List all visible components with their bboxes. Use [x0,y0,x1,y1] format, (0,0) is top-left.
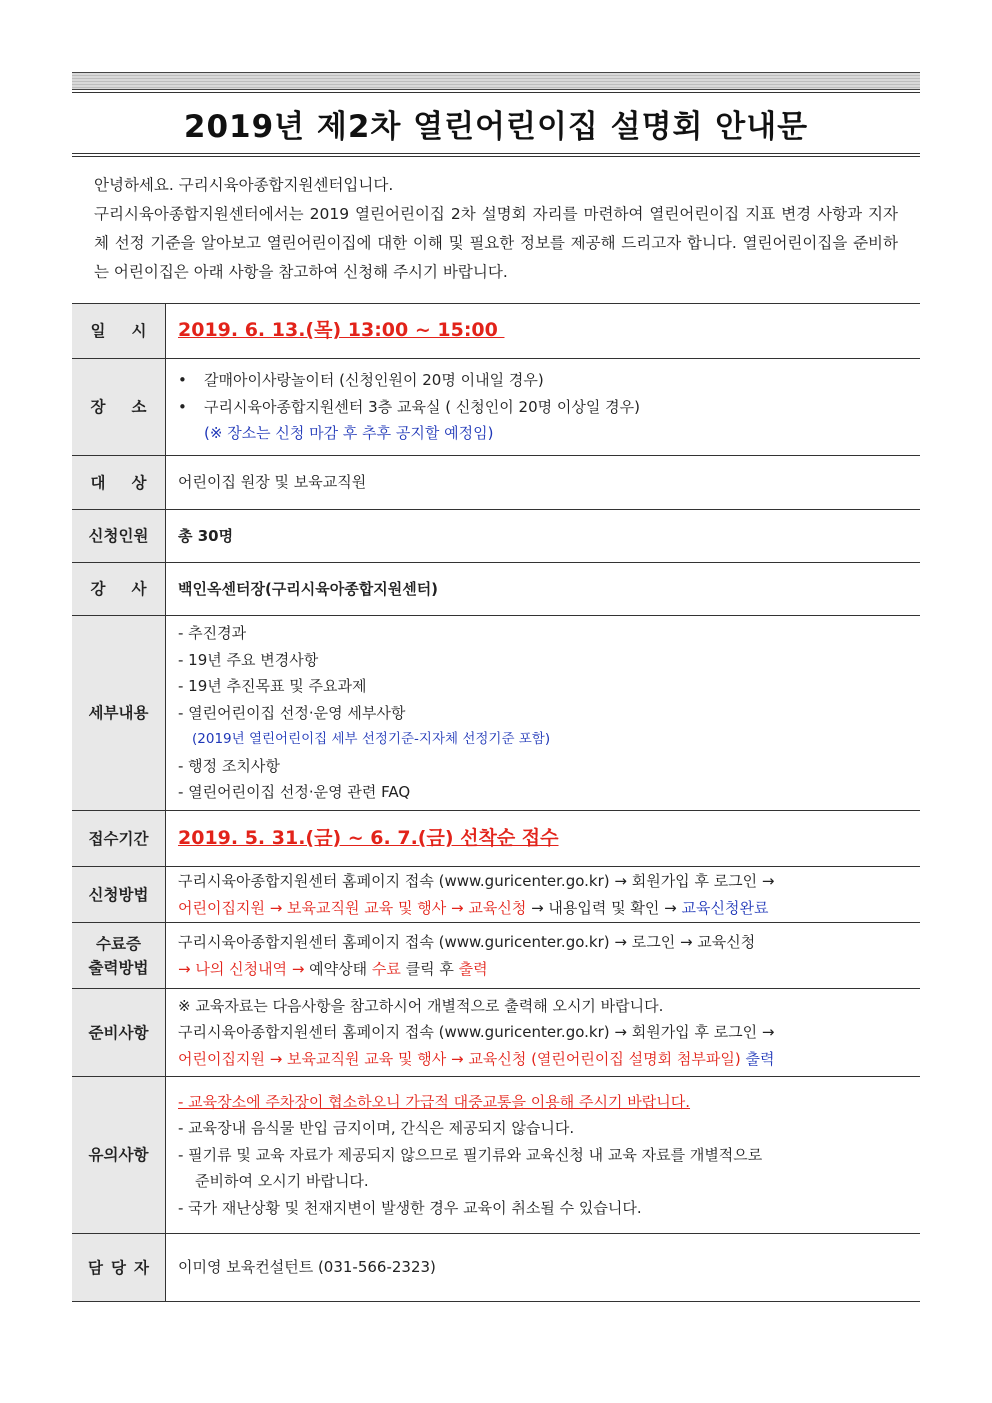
value-prep [166,989,921,1077]
row-capacity [72,510,920,563]
label-capacity: 신청인원 [72,510,166,563]
details-item: - 19년 주요 변경사항 [178,650,319,669]
notes-line-1: - 교육장소에 주차장이 협소하오니 가급적 대중교통을 이용해 주시기 바랍니다. [178,1092,691,1111]
notes-line-2: - 교육장내 음식물 반입 금지이며, 간식은 제공되지 않습니다. [178,1119,575,1138]
row-certificate [72,923,920,989]
value-capacity: 총 30명 [166,510,921,563]
label-contact: 담당자 [72,1234,166,1302]
label-details: 세부내용 [72,616,166,811]
value-period [166,811,921,867]
row-notes [72,1077,920,1234]
label-notes: 유의사항 [72,1077,166,1234]
value-place [166,359,921,456]
value-target: 어린이집 원장 및 보육교직원 [166,456,921,510]
label-place: 장소 [72,359,166,456]
certificate-line-2: → 나의 신청내역 → 예약상태 수료 클릭 후 출력 [178,959,488,978]
label-lecturer: 강사 [72,563,166,616]
value-certificate [166,923,921,989]
value-lecturer: 백인옥센터장(구리시육아종합지원센터) [166,563,921,616]
details-item: - 열린어린이집 선정·운영 관련 FAQ [178,783,411,802]
row-date [72,304,920,359]
notes-line-3b: 준비하여 오시기 바랍니다. [195,1172,369,1191]
place-note: (※ 장소는 신청 마감 후 추후 공지할 예정임) [204,424,494,443]
method-line-1: 구리시육아종합지원센터 홈페이지 접속 (www.guricenter.go.kr) → 회원가입 후 로그인 → [178,872,775,890]
details-item: - 19년 추진목표 및 주요과제 [178,677,367,696]
label-target: 대상 [72,456,166,510]
row-contact [72,1234,920,1302]
title-area [72,92,920,153]
notes-line-3: - 필기류 및 교육 자료가 제공되지 않으므로 필기류와 교육신청 내 교육 자료를 개별적으로 [178,1145,763,1164]
row-prep [72,989,920,1077]
row-method [72,867,920,923]
label-method: 신청방법 [72,867,166,923]
info-table [72,303,920,1302]
row-lecturer [72,563,920,616]
document-page [72,72,920,1302]
value-method [166,867,921,923]
label-date: 일시 [72,304,166,359]
intro-body: 구리시육아종합지원센터에서는 2019 열린어린이집 2차 설명회 자리를 마련하여 열린어린이집 지표 변경 사항과 지자체 선정 기준을 알아보고 열린어린이집에 대한 이해 및 필요한 정보를 제공해 드리고자 합니다. 열린어린이집을 준비하는 어린이집은 아래 사항을 참고하여 신청해 주시기 바랍니다. [94,205,898,281]
header-bar [72,72,920,90]
value-contact: 이미영 보육컨설턴트 (031-566-2323) [166,1234,921,1302]
intro-greeting: 안녕하세요. 구리시육아종합지원센터입니다. [94,176,394,194]
row-period [72,811,920,867]
value-details [166,616,921,811]
value-date [166,304,921,359]
details-sub-note: (2019년 열린어린이집 세부 선정기준-지자체 선정기준 포함) [192,731,551,748]
value-notes [166,1077,921,1234]
prep-line-3: 어린이집지원 → 보육교직원 교육 및 행사 → 교육신청 (열린어린이집 설명회 첨부파일) 출력 [178,1049,775,1068]
place-bullet-2: • 구리시육아종합지원센터 3층 교육실 ( 신청인이 20명 이상일 경우) [178,397,640,416]
place-bullet-1: • 갈매아이사랑놀이터 (신청인원이 20명 이내일 경우) [178,371,544,390]
prep-line-2: 구리시육아종합지원센터 홈페이지 접속 (www.guricenter.go.kr) → 회원가입 후 로그인 → [178,1023,775,1042]
row-target [72,456,920,510]
row-details [72,616,920,811]
page-title: 2019년 제2차 열린어린이집 설명회 안내문 [183,108,809,145]
certificate-line-1: 구리시육아종합지원센터 홈페이지 접속 (www.guricenter.go.kr) → 로그인 → 교육신청 [178,933,756,951]
details-item: - 열린어린이집 선정·운영 세부사항 [178,703,406,722]
label-prep: 준비사항 [72,989,166,1077]
label-period: 접수기간 [72,811,166,867]
prep-line-1: ※ 교육자료는 다음사항을 참고하시어 개별적으로 출력해 오시기 바랍니다. [178,996,664,1015]
label-certificate: 수료증 출력방법 [72,923,166,989]
intro-text [72,157,920,303]
method-line-2: 어린이집지원 → 보육교직원 교육 및 행사 → 교육신청 → 내용입력 및 확인 → 교육신청완료 [178,898,769,917]
details-item: - 추진경과 [178,624,247,643]
notes-line-4: - 국가 재난상황 및 천재지변이 발생한 경우 교육이 취소될 수 있습니다. [178,1198,642,1217]
date-value: 2019. 6. 13.(목) 13:00 ~ 15:00 [178,319,505,342]
details-item: - 행정 조치사항 [178,756,280,775]
row-place [72,359,920,456]
period-value: 2019. 5. 31.(금) ~ 6. 7.(금) 선착순 접수 [178,826,559,849]
